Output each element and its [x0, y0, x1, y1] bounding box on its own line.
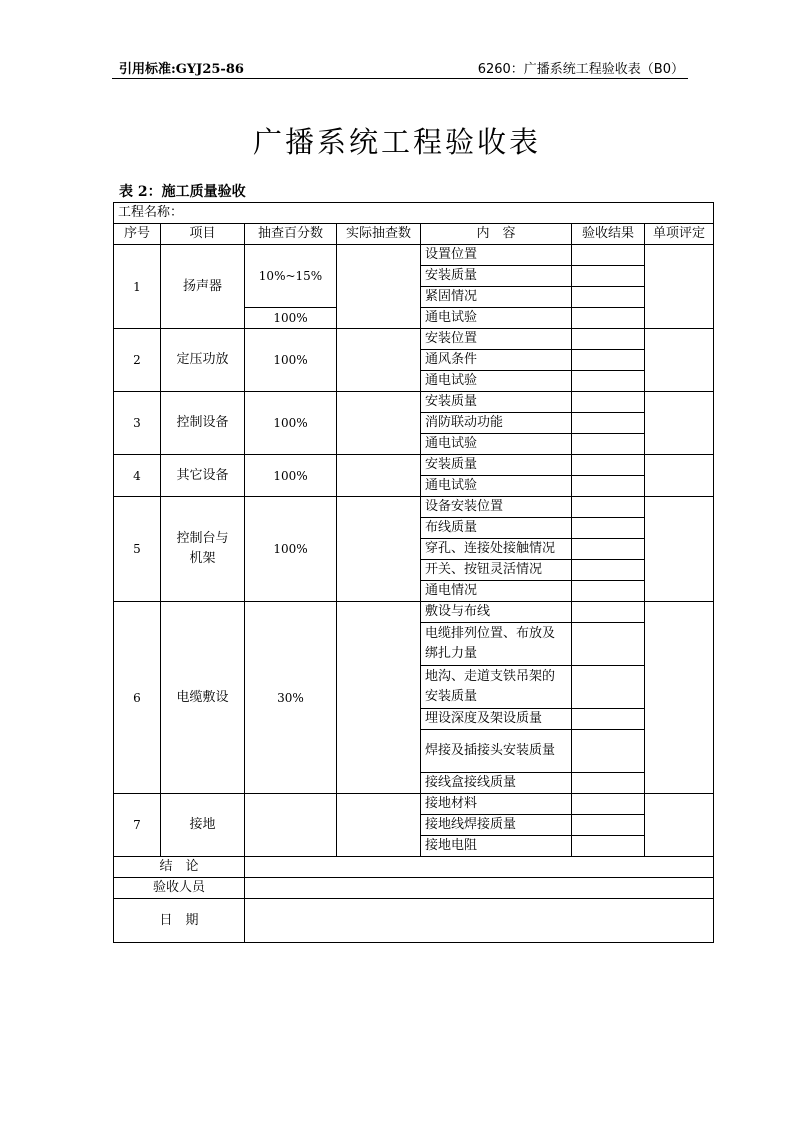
- result-cell[interactable]: [572, 709, 645, 730]
- table-row: [114, 602, 714, 623]
- group-percent: [245, 794, 337, 857]
- inspectors-row: [114, 878, 714, 899]
- col-header-result: 验收结果: [572, 224, 645, 245]
- content-cell: 安装位置: [421, 329, 572, 350]
- result-cell[interactable]: [572, 581, 645, 602]
- table-row: [114, 497, 714, 518]
- table-subtitle: 表 2：施工质量验收: [119, 184, 246, 200]
- content-cell: 消防联动功能: [421, 413, 572, 434]
- content-cell: 布线质量: [421, 518, 572, 539]
- actual-sampled-cell[interactable]: [337, 245, 421, 329]
- table-row: [114, 329, 714, 350]
- group-no: 4: [114, 455, 161, 497]
- rating-cell[interactable]: [645, 455, 714, 497]
- group-no: 1: [114, 245, 161, 329]
- rating-cell[interactable]: [645, 245, 714, 329]
- content-cell: 通电情况: [421, 581, 572, 602]
- group-no: 3: [114, 392, 161, 455]
- result-cell[interactable]: [572, 794, 645, 815]
- group-percent: 100%: [245, 455, 337, 497]
- result-cell[interactable]: [572, 350, 645, 371]
- actual-sampled-cell[interactable]: [337, 602, 421, 794]
- group-percent: 30%: [245, 602, 337, 794]
- content-cell: 电缆排列位置、布放及绑扎力量: [421, 623, 572, 666]
- table-row: [114, 455, 714, 476]
- content-cell: 安装质量: [421, 392, 572, 413]
- conclusion-field[interactable]: [245, 857, 714, 878]
- group-item: 定压功放: [161, 329, 245, 392]
- result-cell[interactable]: [572, 476, 645, 497]
- result-cell[interactable]: [572, 730, 645, 773]
- header-rule: [112, 78, 688, 79]
- actual-sampled-cell[interactable]: [337, 794, 421, 857]
- result-cell[interactable]: [572, 815, 645, 836]
- rating-cell[interactable]: [645, 392, 714, 455]
- rating-cell[interactable]: [645, 329, 714, 392]
- result-cell[interactable]: [572, 518, 645, 539]
- result-cell[interactable]: [572, 602, 645, 623]
- conclusion-label: 结 论: [114, 857, 245, 878]
- rating-cell[interactable]: [645, 794, 714, 857]
- result-cell[interactable]: [572, 773, 645, 794]
- content-cell: 通电试验: [421, 371, 572, 392]
- col-header-no: 序号: [114, 224, 161, 245]
- content-cell: 接地材料: [421, 794, 572, 815]
- result-cell[interactable]: [572, 666, 645, 709]
- content-cell: 接地线焊接质量: [421, 815, 572, 836]
- result-cell[interactable]: [572, 539, 645, 560]
- content-cell: 接线盒接线质量: [421, 773, 572, 794]
- rating-cell[interactable]: [645, 497, 714, 602]
- result-cell[interactable]: [572, 434, 645, 455]
- content-cell: 安装质量: [421, 455, 572, 476]
- inspectors-label: 验收人员: [114, 878, 245, 899]
- result-cell[interactable]: [572, 287, 645, 308]
- table-row: [114, 794, 714, 815]
- date-row: [114, 899, 714, 943]
- content-cell: 地沟、走道支铁吊架的安装质量: [421, 666, 572, 709]
- group-no: 7: [114, 794, 161, 857]
- page-title: 广播系统工程验收表: [252, 125, 541, 159]
- group-percent: 100%: [245, 329, 337, 392]
- content-cell: 通电试验: [421, 434, 572, 455]
- group-no: 2: [114, 329, 161, 392]
- content-cell: 设置位置: [421, 245, 572, 266]
- col-header-content: 内 容: [421, 224, 572, 245]
- group-percent: 100%: [245, 497, 337, 602]
- group-item: 控制台与机架: [161, 497, 245, 602]
- group-item: 接地: [161, 794, 245, 857]
- result-cell[interactable]: [572, 836, 645, 857]
- form-code: 6260：广播系统工程验收表（B0）: [477, 62, 684, 77]
- actual-sampled-cell[interactable]: [337, 392, 421, 455]
- actual-sampled-cell[interactable]: [337, 329, 421, 392]
- group-no: 5: [114, 497, 161, 602]
- reference-standard: 引用标准:GYJ25-86: [119, 62, 244, 77]
- table-row: [114, 392, 714, 413]
- result-cell[interactable]: [572, 245, 645, 266]
- group-item: 其它设备: [161, 455, 245, 497]
- inspectors-field[interactable]: [245, 878, 714, 899]
- content-cell: 通电试验: [421, 308, 572, 329]
- group-percent: 100%: [245, 308, 337, 329]
- date-label: 日 期: [114, 899, 245, 943]
- content-cell: 接地电阻: [421, 836, 572, 857]
- result-cell[interactable]: [572, 560, 645, 581]
- group-item: 扬声器: [161, 245, 245, 329]
- conclusion-row: [114, 857, 714, 878]
- content-cell: 开关、按钮灵活情况: [421, 560, 572, 581]
- result-cell[interactable]: [572, 308, 645, 329]
- content-cell: 敷设与布线: [421, 602, 572, 623]
- content-cell: 通风条件: [421, 350, 572, 371]
- group-no: 6: [114, 602, 161, 794]
- column-header-row: [114, 224, 714, 245]
- group-percent: 100%: [245, 392, 337, 455]
- col-header-sampling-percent: 抽查百分数: [245, 224, 337, 245]
- result-cell[interactable]: [572, 455, 645, 476]
- col-header-actual-sampled: 实际抽查数: [337, 224, 421, 245]
- content-cell: 通电试验: [421, 476, 572, 497]
- content-cell: 安装质量: [421, 266, 572, 287]
- group-item: 控制设备: [161, 392, 245, 455]
- project-name-field[interactable]: [114, 203, 714, 224]
- actual-sampled-cell[interactable]: [337, 497, 421, 602]
- col-header-rating: 单项评定: [645, 224, 714, 245]
- content-cell: 紧固情况: [421, 287, 572, 308]
- content-cell: 穿孔、连接处接触情况: [421, 539, 572, 560]
- result-cell[interactable]: [572, 329, 645, 350]
- project-name-label: 工程名称：: [118, 205, 184, 220]
- result-cell[interactable]: [572, 413, 645, 434]
- result-cell[interactable]: [572, 266, 645, 287]
- result-cell[interactable]: [572, 392, 645, 413]
- actual-sampled-cell[interactable]: [337, 455, 421, 497]
- group-percent: 10%~15%: [245, 245, 337, 308]
- acceptance-table: [113, 202, 714, 943]
- content-cell: 设备安装位置: [421, 497, 572, 518]
- group-item: 电缆敷设: [161, 602, 245, 794]
- result-cell[interactable]: [572, 497, 645, 518]
- rating-cell[interactable]: [645, 602, 714, 794]
- content-cell: 焊接及插接头安装质量: [421, 730, 572, 773]
- result-cell[interactable]: [572, 371, 645, 392]
- project-name-row: [114, 203, 714, 224]
- content-cell: 埋设深度及架设质量: [421, 709, 572, 730]
- col-header-item: 项目: [161, 224, 245, 245]
- result-cell[interactable]: [572, 623, 645, 666]
- table-row: [114, 245, 714, 266]
- date-field[interactable]: [245, 899, 714, 943]
